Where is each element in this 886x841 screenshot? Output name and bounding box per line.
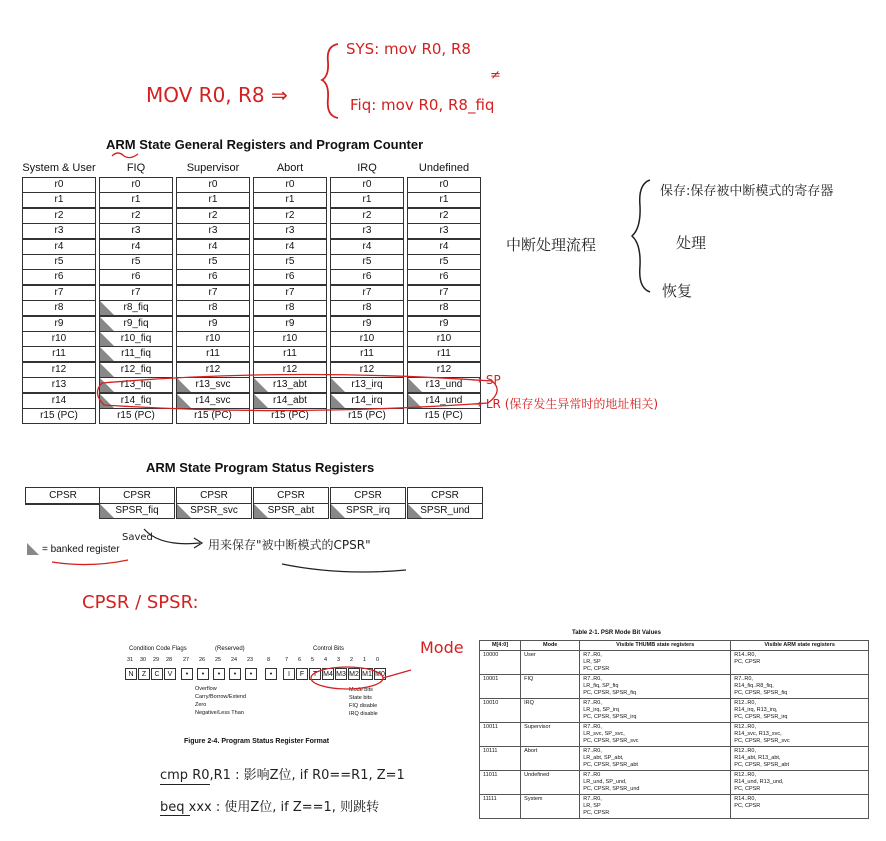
register-cell: r14_irq (330, 393, 404, 409)
register-cell: r4 (99, 239, 173, 255)
register-cell: r13 (22, 377, 96, 393)
register-cell: r4 (176, 239, 250, 255)
register-cell: r15 (PC) (253, 408, 327, 424)
register-cell: r15 (PC) (176, 408, 250, 424)
register-cell: r8 (330, 300, 404, 316)
mode-circle (307, 664, 417, 694)
control-label: State bits (349, 695, 372, 701)
register-cell: r10 (407, 331, 481, 347)
register-cell: r5 (330, 254, 404, 270)
register-cell: r5 (176, 254, 250, 270)
register-cell: r13_irq (330, 377, 404, 393)
register-cell: r6 (407, 269, 481, 285)
psr-pair: CPSR SPSR_fiq (99, 487, 175, 519)
mode-table-header: M[4:0] (480, 641, 521, 651)
mode-table-cell: R7..R0, LR, SP PC, CPSR (580, 651, 731, 675)
register-cell: r9 (407, 316, 481, 332)
mode-table-cell: Undefined (521, 771, 580, 795)
bit-number: 2 (350, 657, 354, 663)
register-cell: r9 (22, 316, 96, 332)
register-cell: r13_fiq (99, 377, 173, 393)
spsr-underline (280, 560, 410, 580)
cmp-underline (160, 784, 210, 785)
register-cell: r11 (22, 346, 96, 362)
psr-bit: C (151, 668, 163, 680)
register-cell: r8_fiq (99, 300, 173, 316)
curly-brace (318, 40, 342, 120)
psr-bit: M0 (374, 668, 386, 680)
register-cell: r13_und (407, 377, 481, 393)
register-cell: r0 (407, 177, 481, 193)
register-cell: r12_fiq (99, 362, 173, 378)
register-cell: r11 (176, 346, 250, 362)
register-cell: r7 (176, 285, 250, 301)
register-cell: r15 (PC) (330, 408, 404, 424)
mode-table-cell: R7..R0, LR, SP PC, CPSR (580, 795, 731, 819)
register-cell: r8 (253, 300, 327, 316)
bit-number: 28 (166, 657, 173, 663)
register-cell: r13_abt (253, 377, 327, 393)
register-table-title: ARM State General Registers and Program Counter (106, 137, 424, 152)
register-cell: r10 (253, 331, 327, 347)
register-cell: r6 (22, 269, 96, 285)
psr-bit: • (265, 668, 277, 680)
psr-bit: I (283, 668, 295, 680)
mov-main-note: MOV R0, R8 ⇒ (146, 83, 288, 107)
register-cell: r14_fiq (99, 393, 173, 409)
register-cell: r12 (22, 362, 96, 378)
mode-table-cell: R7..R0, LR_abt, SP_abt, PC, CPSR, SPSR_abt (580, 747, 731, 771)
banked-rows-loop (88, 373, 508, 413)
flag-label: Negative/Less Than (195, 710, 244, 716)
restore-note: 恢复 (662, 282, 693, 300)
psr-bit: M4 (322, 668, 334, 680)
register-cell: r7 (22, 285, 96, 301)
register-cell: r3 (99, 223, 173, 239)
mode-table-cell: R7..R0, LR_svc, SP_svc, PC, CPSR, SPSR_svc (580, 723, 731, 747)
control-label: IRQ disable (349, 711, 378, 717)
mode-table-row (480, 795, 869, 819)
register-cell: r10 (22, 331, 96, 347)
bit-number: 1 (363, 657, 367, 663)
mode-table-cell: R7..R0, R14_fiq..R8_fiq, PC, CPSR, SPSR_fiq (731, 675, 869, 699)
mode-table-row (480, 747, 869, 771)
register-cell: r13_svc (176, 377, 250, 393)
mode-table-header: Visible ARM state registers (731, 641, 869, 651)
flag-label: Carry/Borrow/Extend (195, 694, 247, 700)
register-cell: r0 (253, 177, 327, 193)
control-group-label: Control Bits (313, 646, 345, 652)
psr-bit: N (125, 668, 137, 680)
register-cell: r12 (253, 362, 327, 378)
mode-table-cell: 11111 (480, 795, 521, 819)
register-cell: r14_abt (253, 393, 327, 409)
register-cell: r2 (99, 208, 173, 224)
register-cell: r3 (330, 223, 404, 239)
bit-number: 4 (324, 657, 328, 663)
psr-pair: CPSR SPSR_irq (330, 487, 406, 519)
mode-table-cell: Supervisor (521, 723, 580, 747)
register-cell: r1 (330, 192, 404, 208)
psr-bit: F (296, 668, 308, 680)
register-cell: r6 (253, 269, 327, 285)
mode-header: System & User (22, 162, 96, 174)
psr-bit: • (245, 668, 257, 680)
register-cell: r7 (253, 285, 327, 301)
register-cell: r3 (176, 223, 250, 239)
register-cell: r9_fiq (99, 316, 173, 332)
register-cell: r1 (176, 192, 250, 208)
register-cell: r14_und (407, 393, 481, 409)
flow-brace (626, 176, 656, 296)
register-cell: r0 (22, 177, 96, 193)
bit-number: 0 (376, 657, 380, 663)
register-cell: r7 (99, 285, 173, 301)
mode-table-cell: 10010 (480, 699, 521, 723)
mode-table-cell: R12..R0, R14_irq, R13_irq, PC, CPSR, SPSR_irq (731, 699, 869, 723)
register-cell: r15 (PC) (407, 408, 481, 424)
bit-number: 8 (267, 657, 271, 663)
register-cell: r7 (407, 285, 481, 301)
register-cell: r12 (407, 362, 481, 378)
mode-table-cell: Abort (521, 747, 580, 771)
register-cell: r3 (253, 223, 327, 239)
psr-bit: M3 (335, 668, 347, 680)
reserved-group-label: (Reserved) (215, 646, 245, 652)
mode-table-cell: R12..R0, R14_und, R13_und, PC, CPSR (731, 771, 869, 795)
mode-table-cell: System (521, 795, 580, 819)
register-cell: r7 (330, 285, 404, 301)
register-cell: r2 (330, 208, 404, 224)
register-cell: r9 (176, 316, 250, 332)
psr-bit: M1 (361, 668, 373, 680)
mode-table-row (480, 699, 869, 723)
register-cell: r8 (407, 300, 481, 316)
mode-table-row (480, 651, 869, 675)
register-cell: r0 (176, 177, 250, 193)
register-cell: r11 (407, 346, 481, 362)
mode-header: IRQ (357, 162, 377, 174)
register-cell: r11 (330, 346, 404, 362)
mode-table-cell: 10000 (480, 651, 521, 675)
mode-table-title: Table 2-1. PSR Mode Bit Values (572, 630, 661, 636)
psr-bit: • (197, 668, 209, 680)
neq-mark: ≠ (490, 68, 501, 83)
register-cell: r9 (253, 316, 327, 332)
bit-number: 23 (247, 657, 254, 663)
register-cell: r4 (407, 239, 481, 255)
flag-label: Overflow (195, 686, 217, 692)
psr-pair: CPSR SPSR_abt (253, 487, 329, 519)
mode-table-cell: R14..R0, PC, CPSR (731, 795, 869, 819)
psr-pair: CPSR SPSR_und (407, 487, 483, 519)
register-cell: r4 (330, 239, 404, 255)
mode-table-cell: R7..R0 LR_und, SP_und, PC, CPSR, SPSR_und (580, 771, 731, 795)
bit-number: 25 (215, 657, 222, 663)
beq-note: beq xxx : 使用Z位, if Z==1, 则跳转 (160, 800, 380, 815)
mode-table-cell: 11011 (480, 771, 521, 795)
register-cell: r14 (22, 393, 96, 409)
lr-note: → LR (保存发生异常时的地址相关) (472, 397, 659, 411)
mode-table-cell: R12..R0, R14_abt, R13_abt, PC, CPSR, SPSR_abt (731, 747, 869, 771)
mode-table-row (480, 723, 869, 747)
register-cell: r3 (22, 223, 96, 239)
register-cell: r2 (22, 208, 96, 224)
mode-table-cell: 10111 (480, 747, 521, 771)
register-cell: r12 (176, 362, 250, 378)
cpsr-system: CPSR (25, 487, 101, 505)
mode-table-cell: R12..R0, R14_svc, R13_svc, PC, CPSR, SPSR_svc (731, 723, 869, 747)
banked-legend: = banked register (42, 544, 120, 555)
saved-note: Saved (122, 532, 153, 543)
interrupt-flow-note: 中断处理流程 (506, 236, 597, 254)
register-cell: r1 (22, 192, 96, 208)
mode-table-cell: R7..R0, LR_fiq, SP_fiq PC, CPSR, SPSR_fiq (580, 675, 731, 699)
mode-table-cell: User (521, 651, 580, 675)
register-cell: r15 (PC) (22, 408, 96, 424)
register-cell: r11_fiq (99, 346, 173, 362)
fiq-underline (110, 150, 140, 160)
register-cell: r10 (330, 331, 404, 347)
psr-bit: Z (138, 668, 150, 680)
psr-pair: CPSR SPSR_svc (176, 487, 252, 519)
bit-number: 3 (337, 657, 341, 663)
mode-note: Mode (420, 638, 464, 657)
psr-bit: • (213, 668, 225, 680)
register-cell: r6 (99, 269, 173, 285)
register-cell: r10 (176, 331, 250, 347)
process-note: 处理 (676, 234, 707, 252)
mode-table (479, 640, 869, 819)
register-cell: r2 (407, 208, 481, 224)
mode-table-cell: IRQ (521, 699, 580, 723)
register-cell: r4 (22, 239, 96, 255)
psr-bit: V (164, 668, 176, 680)
register-cell: r1 (99, 192, 173, 208)
mode-table-cell: 10001 (480, 675, 521, 699)
register-cell: r4 (253, 239, 327, 255)
bit-number: 30 (140, 657, 147, 663)
register-cell: r1 (253, 192, 327, 208)
psr-bit: T (309, 668, 321, 680)
spsr-note: 用来保存"被中断模式的CPSR" (208, 538, 371, 552)
legend-underline (50, 556, 130, 568)
psr-bit: • (229, 668, 241, 680)
banked-legend-swatch (27, 543, 39, 555)
register-cell: r10_fiq (99, 331, 173, 347)
mode-table-header: Visible THUMB state registers (580, 641, 731, 651)
fiq-line-note: Fiq: mov R0, R8_fiq (350, 96, 495, 114)
mode-table-cell: R7..R0, LR_irq, SP_irq PC, CPSR, SPSR_irq (580, 699, 731, 723)
mode-header: Abort (276, 162, 304, 174)
register-cell: r2 (176, 208, 250, 224)
register-cell: r5 (407, 254, 481, 270)
psr-bit: • (181, 668, 193, 680)
control-label: FIQ disable (349, 703, 378, 709)
cmp-note: cmp R0,R1 : 影响Z位, if R0==R1, Z=1 (160, 768, 405, 783)
mode-header: Supervisor (186, 162, 240, 174)
bit-number: 5 (311, 657, 315, 663)
register-cell: r9 (330, 316, 404, 332)
mode-table-row (480, 675, 869, 699)
register-cell: r5 (253, 254, 327, 270)
flag-label: Zero (195, 702, 207, 708)
register-cell: r5 (99, 254, 173, 270)
register-cell: r2 (253, 208, 327, 224)
register-cell: r1 (407, 192, 481, 208)
cpsr-spsr-note: CPSR / SPSR: (82, 592, 199, 613)
mode-table-cell: 10011 (480, 723, 521, 747)
bit-number: 26 (199, 657, 206, 663)
register-cell: r6 (176, 269, 250, 285)
bit-number: 6 (298, 657, 302, 663)
bit-number: 7 (285, 657, 289, 663)
register-cell: r8 (176, 300, 250, 316)
bit-number: 31 (127, 657, 134, 663)
spsr-arrow (140, 525, 210, 555)
mode-table-row (480, 771, 869, 795)
mode-table-header: Mode (521, 641, 580, 651)
psr-format-caption: Figure 2-4. Program Status Register Format (184, 738, 330, 745)
register-cell: r12 (330, 362, 404, 378)
control-label: Mode bits (349, 687, 373, 693)
save-note: 保存:保存被中断模式的寄存器 (660, 184, 834, 199)
psr-bit: M2 (348, 668, 360, 680)
register-cell: r8 (22, 300, 96, 316)
register-cell: r0 (330, 177, 404, 193)
bit-number: 24 (231, 657, 238, 663)
mode-table-cell: R14..R0, PC, CPSR (731, 651, 869, 675)
beq-underline (160, 815, 190, 816)
register-cell: r5 (22, 254, 96, 270)
register-cell: r3 (407, 223, 481, 239)
register-cell: r14_svc (176, 393, 250, 409)
flags-group-label: Condition Code Flags (129, 646, 187, 652)
sys-line-note: SYS: mov R0, R8 (346, 40, 471, 58)
mode-header: FIQ (126, 162, 146, 174)
bit-number: 27 (183, 657, 190, 663)
register-cell: r6 (330, 269, 404, 285)
register-cell: r11 (253, 346, 327, 362)
bit-number: 29 (153, 657, 160, 663)
mode-header: Undefined (418, 162, 470, 174)
register-cell: r15 (PC) (99, 408, 173, 424)
sp-note: → SP (472, 373, 501, 387)
register-cell: r0 (99, 177, 173, 193)
mode-table-cell: FIQ (521, 675, 580, 699)
psr-title: ARM State Program Status Registers (146, 460, 375, 475)
